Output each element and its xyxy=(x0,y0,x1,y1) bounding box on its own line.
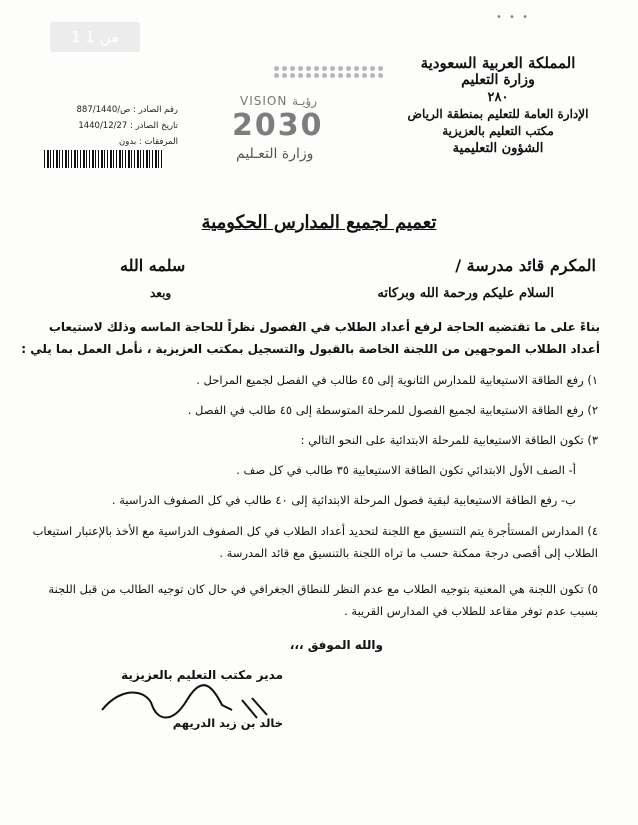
logo-dot xyxy=(274,73,279,78)
salutation: سلمه الله xyxy=(120,256,186,275)
logo-dot xyxy=(274,66,279,71)
intro-paragraph: بناءً على ما تقتضيه الحاجة لرفع أعداد الطلاب في الفصول نظراً للحاجة الماسه وذلك لاستيعاب أعداد الطلاب الموجهين من اللجنة الخاصة بالقبول والتسجيل بمكتب العزيزية ، نأمل العمل بما يلي : xyxy=(21,320,600,356)
header-line: الإدارة العامة للتعليم بمنطقة الرياض xyxy=(407,107,589,121)
reference-date: تاريخ الصادر : 1440/12/27 xyxy=(78,121,178,131)
logo-dot xyxy=(370,73,375,78)
vision-2030-logo xyxy=(232,66,352,166)
header-line: الشؤون التعليمية xyxy=(452,141,544,156)
addressee: المكرم قائد مدرسة / xyxy=(455,256,596,275)
ministry-header xyxy=(378,55,618,157)
header-line: وزارة التعليم xyxy=(461,72,535,88)
logo-dots xyxy=(274,66,352,78)
header-line: المملكة العربية السعودية xyxy=(420,54,576,72)
list-item: ٣) تكون الطاقة الاستيعابية للمرحلة الابتدائية على النحو التالي : xyxy=(300,433,598,447)
logo-dot xyxy=(314,73,319,78)
logo-dot xyxy=(338,66,343,71)
logo-dot xyxy=(298,66,303,71)
logo-dot xyxy=(306,66,311,71)
list-item: ١) رفع الطاقة الاستيعابية للمدارس الثانوية إلى ٤٥ طالب في الفصل لجميع المراحل . xyxy=(196,373,598,387)
logo-dot xyxy=(290,66,295,71)
logo-dot xyxy=(378,66,383,71)
header-line: مكتب التعليم بالعزيزية xyxy=(442,124,554,138)
logo-dot xyxy=(298,73,303,78)
logo-dot xyxy=(354,66,359,71)
signature-title: مدير مكتب التعليم بالعزيزية xyxy=(121,668,283,682)
logo-dot xyxy=(322,73,327,78)
document-title: تعميم لجميع المدارس الحكومية xyxy=(201,212,437,233)
header-line: ٢٨٠ xyxy=(487,90,509,105)
logo-dot xyxy=(306,73,311,78)
logo-dot xyxy=(282,66,287,71)
list-item: ٥) تكون اللجنة هي المعنية بتوجيه الطلاب مع عدم النظر للنطاق الجغرافي في حال كان توجيه الطالب من قبل اللجنة بسبب عدم توفر مقاعد للطلاب في المدارس القريبة . xyxy=(48,582,598,618)
logo-dot xyxy=(314,66,319,71)
list-item: ٢) رفع الطاقة الاستيعابية لجميع الفصول للمرحلة المتوسطة إلى ٤٥ طالب في الفصل . xyxy=(187,403,598,417)
logo-dot xyxy=(330,73,335,78)
greeting: السلام عليكم ورحمة الله وبركاته xyxy=(377,286,554,301)
signature-name: خالد بن زيد الدريهم xyxy=(172,716,283,730)
logo-dot xyxy=(370,66,375,71)
vision-text: VISION رؤيـة xyxy=(240,94,318,108)
barcode-icon xyxy=(44,150,164,168)
after-greeting: وبعد xyxy=(150,286,172,300)
logo-dot xyxy=(338,73,343,78)
logo-dot xyxy=(378,73,383,78)
logo-dot xyxy=(362,73,367,78)
logo-dot xyxy=(346,66,351,71)
list-item: ٤) المدارس المستأجرة يتم التنسيق مع اللجنة لتحديد أعداد الطلاب في كل الصفوف الدراسية مع الأخذ بالإعتبار استيعاب الطلاب إلى أقصى درجة ممكنة حسب ما تراه اللجنة بالتنسيق مع قائد المدرسة . xyxy=(32,524,598,560)
ministry-name: وزارة التعـليم xyxy=(236,146,314,162)
logo-dot xyxy=(346,73,351,78)
logo-dot xyxy=(290,73,295,78)
reference-number: رقم الصادر : ص/887/1440 xyxy=(76,105,178,115)
list-item: ب- رفع الطاقة الاستيعابية لبقية فصول المرحلة الابتدائية إلى ٤٠ طالب في كل الصفوف الدراسية . xyxy=(111,493,576,507)
attachments: المرفقات : بدون xyxy=(119,137,178,147)
closing: والله الموفق ،،، xyxy=(289,638,383,652)
logo-dot xyxy=(322,66,327,71)
page-indicator: 1 من 1 xyxy=(50,22,140,52)
decorative-dots: • • • xyxy=(495,12,530,23)
list-item: أ- الصف الأول الابتدائي تكون الطاقة الاستيعابية ٣٥ طالب في كل صف . xyxy=(236,463,576,477)
logo-dot xyxy=(282,73,287,78)
logo-dot xyxy=(330,66,335,71)
logo-dot xyxy=(354,73,359,78)
logo-dot xyxy=(362,66,367,71)
vision-year: 2030 xyxy=(232,108,324,143)
reference-block xyxy=(58,102,178,150)
